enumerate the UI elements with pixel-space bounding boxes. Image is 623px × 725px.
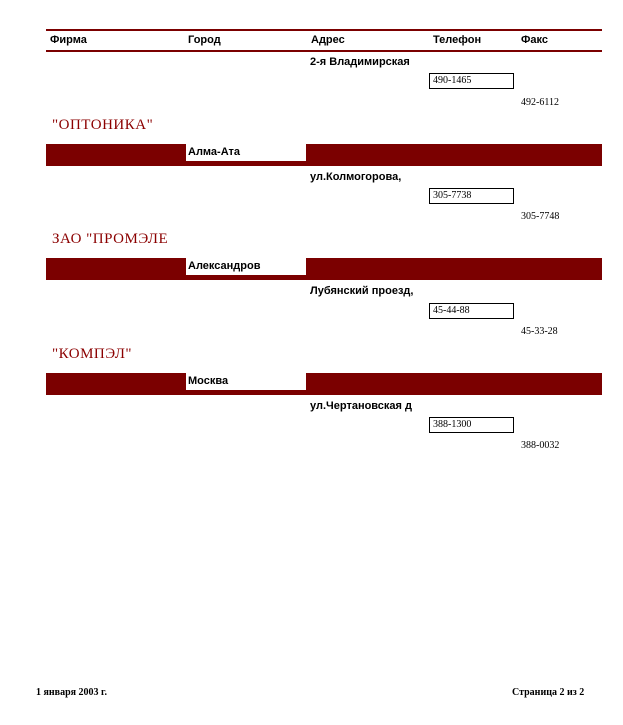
record-phone: 490-1465 bbox=[433, 75, 472, 86]
record-city-box bbox=[186, 144, 306, 161]
record-city: Александров bbox=[188, 260, 261, 272]
record-city-box bbox=[186, 258, 306, 275]
record-fax: 388-0032 bbox=[521, 440, 560, 451]
header-top-rule bbox=[46, 29, 602, 31]
record-phone-box bbox=[429, 417, 514, 433]
record-phone: 388-1300 bbox=[433, 419, 472, 430]
record-address: ул.Чертановская д bbox=[310, 400, 412, 412]
record-phone-box bbox=[429, 188, 514, 204]
record-band bbox=[46, 373, 602, 395]
record-fax: 492-6112 bbox=[521, 97, 559, 108]
record-phone-box bbox=[429, 303, 514, 319]
record-phone-box bbox=[429, 73, 514, 89]
footer-page-number: Страница 2 из 2 bbox=[512, 687, 585, 698]
column-header-phone: Телефон bbox=[433, 34, 482, 46]
record-phone: 45-44-88 bbox=[433, 305, 470, 316]
column-header-address: Адрес bbox=[311, 34, 345, 46]
column-header-firm: Фирма bbox=[50, 34, 87, 46]
record-city: Москва bbox=[188, 375, 229, 387]
record-fax: 305-7748 bbox=[521, 211, 560, 222]
record-address: Лубянский проезд, bbox=[310, 285, 414, 297]
record-address: 2-я Владимирская bbox=[310, 56, 410, 68]
record-firm: ЗАО "ПРОМЭЛЕ bbox=[52, 231, 169, 247]
record-phone: 305-7738 bbox=[433, 190, 472, 201]
record-band bbox=[46, 258, 602, 280]
column-header-fax: Факс bbox=[521, 34, 548, 46]
record-firm: "ОПТОНИКА" bbox=[52, 117, 154, 133]
record-band bbox=[46, 144, 602, 166]
record-city-box bbox=[186, 373, 306, 390]
record-address: ул.Колмогорова, bbox=[310, 171, 402, 183]
header-bottom-rule bbox=[46, 50, 602, 52]
record-city: Алма-Ата bbox=[188, 146, 241, 158]
record-fax: 45-33-28 bbox=[521, 326, 558, 337]
column-header-city: Город bbox=[188, 34, 221, 46]
record-firm: "КОМПЭЛ" bbox=[52, 346, 133, 362]
footer-date: 1 января 2003 г. bbox=[36, 687, 107, 698]
